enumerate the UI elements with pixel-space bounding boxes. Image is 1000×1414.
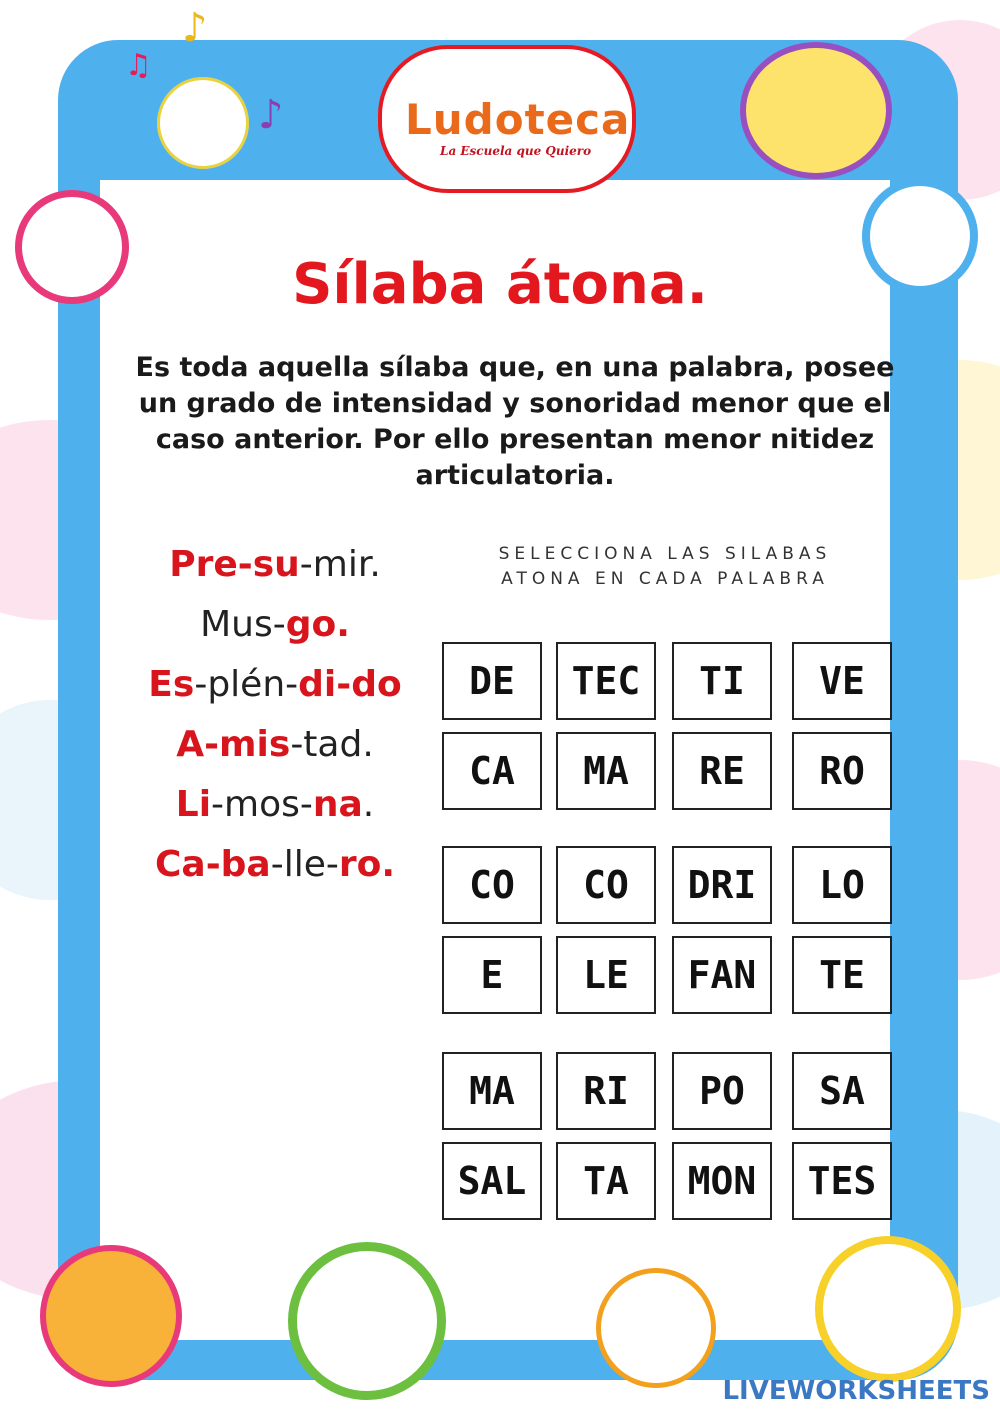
definition-text: Es toda aquella sílaba que, en una palabra, posee un grado de intensidad y sonoridad menor que el caso anterior. Por ello presentan menor nitidez articulatoria.	[135, 352, 895, 491]
example-words-list	[130, 535, 420, 895]
syllable: .	[362, 784, 375, 825]
instruction-text	[440, 542, 890, 592]
syllable-cell[interactable]: E	[442, 936, 542, 1014]
atonic-syllable: na	[312, 784, 363, 825]
page-title: Sílaba átona.	[292, 252, 708, 317]
example-word	[130, 595, 420, 655]
syllable-cell[interactable]: CO	[556, 846, 656, 924]
syllable-cell[interactable]: VE	[792, 642, 892, 720]
child-reader-illustration	[815, 1236, 961, 1382]
children-group-illustration	[740, 42, 892, 179]
instruction-line-2: ATONA EN CADA PALABRA	[501, 569, 829, 589]
syllable-cell[interactable]: RE	[672, 732, 772, 810]
syllable-cell[interactable]: LE	[556, 936, 656, 1014]
syllable-cell[interactable]: TEC	[556, 642, 656, 720]
syllable: -plén-	[194, 664, 299, 705]
atonic-syllable: go.	[285, 604, 350, 645]
syllable-cell[interactable]: DE	[442, 642, 542, 720]
syllable-cell[interactable]: TA	[556, 1142, 656, 1220]
watermark: LIVEWORKSHEETS	[722, 1376, 990, 1406]
example-word	[130, 535, 420, 595]
atonic-syllable: A-mis	[176, 724, 291, 765]
instruction-line-1: SELECCIONA LAS SILABAS	[498, 544, 832, 564]
child-painter-illustration	[288, 1242, 446, 1400]
syllable: -lle-	[270, 844, 339, 885]
atonic-syllable: Es	[148, 664, 195, 705]
syllable-cell[interactable]: PO	[672, 1052, 772, 1130]
syllable-cell[interactable]: TI	[672, 642, 772, 720]
child-detective-illustration	[596, 1268, 716, 1388]
example-word	[130, 775, 420, 835]
music-note-icon: ♫	[125, 48, 152, 83]
syllable-cell[interactable]: MA	[556, 732, 656, 810]
syllable-cell[interactable]: RO	[792, 732, 892, 810]
example-word	[130, 835, 420, 895]
syllable-cell[interactable]: MON	[672, 1142, 772, 1220]
syllable-cell[interactable]: CA	[442, 732, 542, 810]
syllable-cell[interactable]: CO	[442, 846, 542, 924]
syllable-cell[interactable]: RI	[556, 1052, 656, 1130]
atonic-syllable: di-do	[298, 664, 402, 705]
syllable-cell[interactable]: DRI	[672, 846, 772, 924]
logo-tagline: La Escuela que Quiero	[440, 144, 592, 158]
child-telescope-illustration	[40, 1245, 182, 1387]
syllable-cell[interactable]: FAN	[672, 936, 772, 1014]
atonic-syllable: ro.	[338, 844, 396, 885]
music-note-icon: ♪	[182, 5, 208, 51]
example-word	[130, 715, 420, 775]
girl-musician-illustration	[150, 70, 256, 176]
syllable-cell[interactable]: SAL	[442, 1142, 542, 1220]
syllable: -tad.	[290, 724, 374, 765]
atonic-syllable: Ca-ba	[154, 844, 271, 885]
syllable: -mir.	[299, 544, 381, 585]
syllable-cell[interactable]: SA	[792, 1052, 892, 1130]
syllable: -mos-	[211, 784, 313, 825]
syllable-cell[interactable]: MA	[442, 1052, 542, 1130]
syllable: Mus-	[200, 604, 286, 645]
logo-brand: Ludoteca	[405, 95, 631, 144]
example-word	[130, 655, 420, 715]
music-note-icon: ♪	[258, 92, 284, 138]
syllable-cell[interactable]: TES	[792, 1142, 892, 1220]
syllable-cell[interactable]: TE	[792, 936, 892, 1014]
syllable-cell[interactable]: LO	[792, 846, 892, 924]
atonic-syllable: Li	[175, 784, 212, 825]
atonic-syllable: Pre-su	[169, 544, 300, 585]
